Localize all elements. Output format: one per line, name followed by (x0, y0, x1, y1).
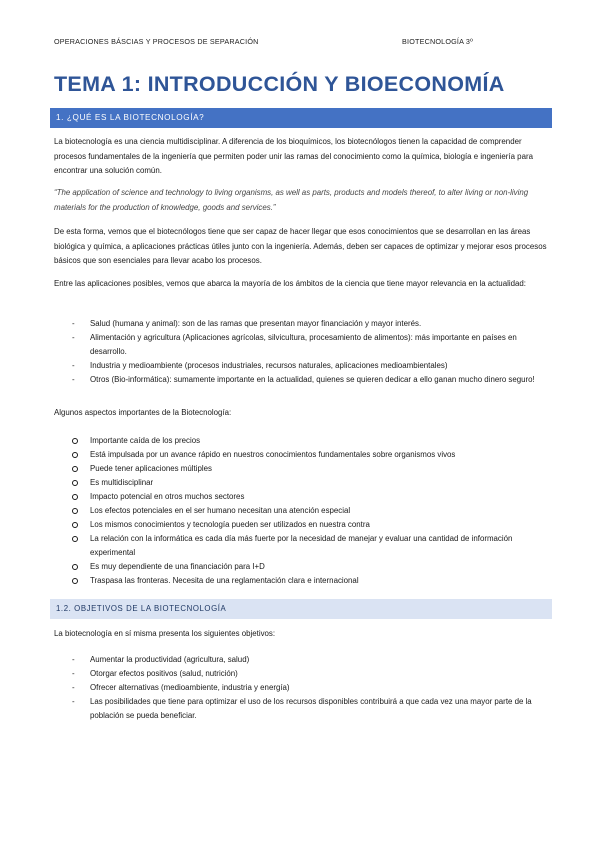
list-item: - Salud (humana y animal): son de las ramas que presentan mayor financiación y mayor interés. (54, 317, 548, 331)
circle-bullet-icon (72, 508, 78, 514)
list-item: - Otros (Bio-informática): sumamente importante en la actualidad, quienes se quieren dedicar a ello ganan mucho dinero seguro! (54, 373, 548, 387)
circle-bullet-icon (72, 466, 78, 472)
header-subject: BIOTECNOLOGÍA 3º (402, 37, 473, 46)
page-title: TEMA 1: INTRODUCCIÓN Y BIOECONOMÍA (54, 72, 505, 96)
list-item: - Alimentación y agricultura (Aplicaciones agrícolas, silvicultura, procesamiento de alimentos): más importante en países en desarrollo. (72, 333, 517, 356)
paragraph-engineering: De esta forma, vemos que el biotecnólogos tiene que ser capaz de hacer llegar que esos conocimientos que se desarrollan en las áreas biológica y química, a aplicaciones prácticas útiles junto con la ingeniería. Además, deben ser capaces de optimizar y mejorar esos procesos básicos que son esenciales para llevar acabo los procesos. (54, 227, 547, 265)
list-item: Es muy dependiente de una financiación para I+D (54, 560, 548, 574)
applications-list (54, 317, 548, 387)
circle-bullet-icon (72, 564, 78, 570)
circle-bullet-icon (72, 452, 78, 458)
circle-bullet-icon (72, 480, 78, 486)
list-item: Impacto potencial en otros muchos sectores (54, 490, 548, 504)
list-item: La relación con la informática es cada día más fuerte por la necesidad de manejar y evaluar una cantidad de información experimental (54, 532, 548, 560)
dash-bullet: - (72, 361, 75, 370)
list-item: - Las posibilidades que tiene para optimizar el uso de los recursos disponibles contribuirá a que cada vez una mayor parte de la población se pueda beneficiar. (72, 697, 532, 720)
paragraph-aspects: Algunos aspectos importantes de la Biotecnología: (54, 408, 232, 417)
header-course: OPERACIONES BÁSCIAS Y PROCESOS DE SEPARACIÓN (54, 37, 259, 46)
intro-paragraph: La biotecnología es una ciencia multidisciplinar. A diferencia de los bioquímicos, los biotecnólogos tienen la capacidad de comprender procesos fundamentales de la ingeniería que permiten poder unir las ramas del conocimiento como la química, biología e ingeniería para encontrar una solución común. (54, 137, 533, 175)
dash-bullet: - (72, 319, 75, 328)
list-item: Es multidisciplinar (54, 476, 548, 490)
paragraph-applications: Entre las aplicaciones posibles, vemos que abarca la mayoría de los ámbitos de la ciencia que tiene mayor relevancia en la actualidad: (54, 279, 526, 288)
objectives-intro: La biotecnología en sí misma presenta los siguientes objetivos: (54, 629, 276, 638)
list-item: Está impulsada por un avance rápido en nuestros conocimientos fundamentales sobre organismos vivos (54, 448, 548, 462)
circle-bullet-icon (72, 494, 78, 500)
list-item: - Otorgar efectos positivos (salud, nutrición) (54, 667, 548, 681)
circle-bullet-icon (72, 522, 78, 528)
circle-bullet-icon (72, 578, 78, 584)
dash-bullet: - (72, 655, 75, 664)
dash-bullet: - (72, 375, 75, 384)
list-item: Traspasa las fronteras. Necesita de una reglamentación clara e internacional (54, 574, 548, 588)
list-item: Puede tener aplicaciones múltiples (54, 462, 548, 476)
list-item: - Aumentar la productividad (agricultura, salud) (54, 653, 548, 667)
list-item: - Ofrecer alternativas (medioambiente, industria y energía) (54, 681, 548, 695)
objectives-list (54, 653, 548, 723)
dash-bullet: - (72, 669, 75, 678)
list-item: Los efectos potenciales en el ser humano necesitan una atención especial (54, 504, 548, 518)
list-item: - Industria y medioambiente (procesos industriales, recursos naturales, aplicaciones medioambientales) (54, 359, 548, 373)
list-item: Importante caída de los precios (54, 434, 548, 448)
section-heading-1-2: 1.2. OBJETIVOS DE LA BIOTECNOLOGÍA (50, 599, 552, 619)
dash-bullet: - (72, 333, 75, 342)
list-item: Los mismos conocimientos y tecnología pueden ser utilizados en nuestra contra (54, 518, 548, 532)
section-heading-1: 1. ¿QUÉ ES LA BIOTECNOLOGÍA? (50, 108, 552, 128)
aspects-list (54, 434, 548, 588)
definition-quote: “The application of science and technology to living organisms, as well as parts, products and models thereof, to alter living or non-living materials for the production of knowledge, goods and services.” (54, 188, 529, 212)
dash-bullet: - (72, 683, 75, 692)
circle-bullet-icon (72, 438, 78, 444)
circle-bullet-icon (72, 536, 78, 542)
dash-bullet: - (72, 697, 75, 706)
